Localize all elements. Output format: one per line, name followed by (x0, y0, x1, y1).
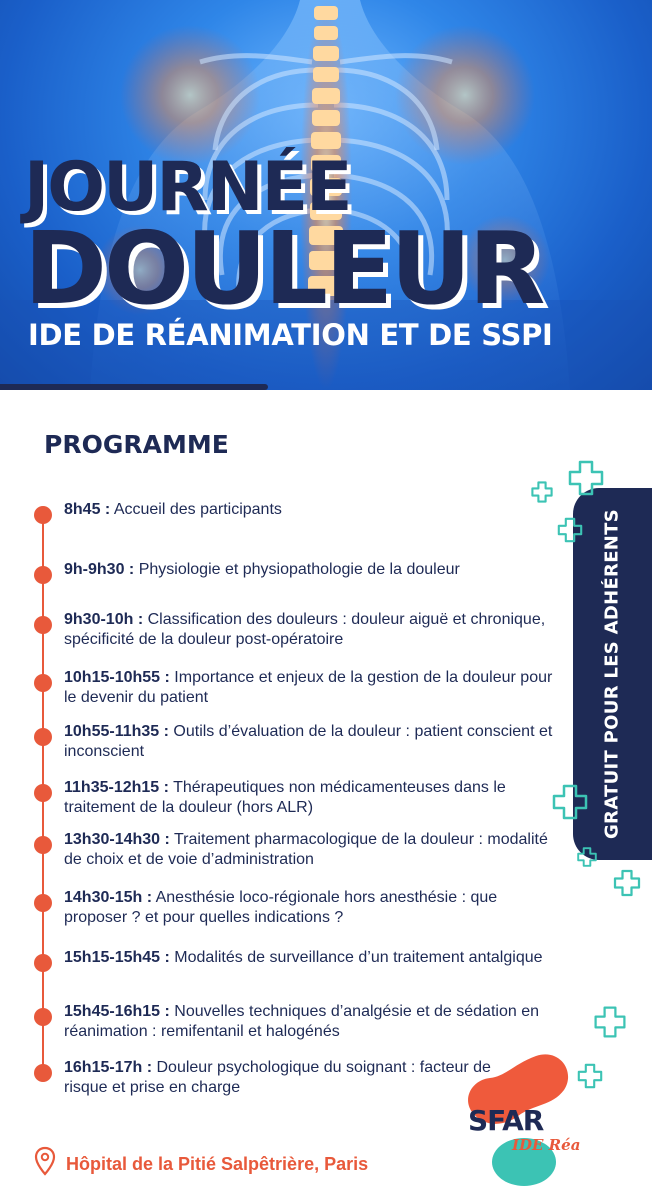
programme-item (34, 830, 554, 870)
programme-item-time: 11h35-12h15 : (64, 779, 169, 796)
programme-item-desc: Modalités de surveillance d’un traitement antalgique (169, 949, 543, 966)
programme-item-text (64, 722, 554, 762)
programme-item-text (64, 830, 554, 870)
programme-item-desc: Traitement pharmacologique de la douleur : modalité de choix et de voie d’administration (64, 831, 548, 868)
programme-item (34, 560, 554, 580)
timeline-dot (34, 1008, 52, 1026)
programme-item-time: 14h30-15h : (64, 889, 153, 906)
programme-item-text (64, 1058, 494, 1098)
timeline-dot (34, 954, 52, 972)
programme-item-time: 15h15-15h45 : (64, 949, 170, 966)
hero-banner (0, 0, 652, 390)
timeline-dot (34, 566, 52, 584)
medical-cross-icon (550, 782, 590, 822)
programme-item (34, 668, 554, 708)
timeline-dot (34, 836, 52, 854)
medical-cross-icon (556, 516, 584, 544)
programme-item-time: 10h55-11h35 : (64, 723, 169, 740)
medical-cross-icon (576, 846, 598, 868)
programme-item-text (64, 668, 554, 708)
timeline-dot (34, 674, 52, 692)
location (34, 1146, 454, 1182)
medical-cross-icon (612, 868, 642, 898)
programme-item-text (64, 500, 554, 520)
programme-item-time: 10h15-10h55 : (64, 669, 170, 686)
programme-item-time: 9h-9h30 : (64, 561, 135, 578)
programme-item-text (64, 778, 554, 818)
programme-item-desc: Nouvelles techniques d’analgésie et de sédation en réanimation : remifentanil et halogénés (64, 1003, 539, 1040)
timeline-dot (34, 506, 52, 524)
programme-item-time: 9h30-10h : (64, 611, 144, 628)
title-line-1: JOURNÉE (24, 148, 351, 227)
programme-item-time: 16h15-17h : (64, 1059, 153, 1076)
timeline-dot (34, 1064, 52, 1082)
medical-cross-icon (592, 1004, 628, 1040)
logo-text: SFAR (468, 1104, 544, 1137)
location-text: Hôpital de la Pitié Salpêtrière, Paris (66, 1154, 369, 1174)
sfar-logo (448, 1050, 600, 1190)
programme-item-desc: Physiologie et physiopathologie de la douleur (134, 561, 460, 578)
programme-item (34, 888, 554, 928)
programme-heading: PROGRAMME (44, 430, 229, 459)
programme-item (34, 948, 554, 968)
programme-item-text (64, 610, 554, 650)
logo-subtext: IDE Réa (512, 1136, 581, 1154)
badge-text: GRATUIT POUR LES ADHÉRENTS (601, 508, 623, 840)
programme-item-desc: Importance et enjeux de la gestion de la douleur pour le devenir du patient (64, 669, 553, 706)
programme-item-desc: Accueil des participants (110, 501, 282, 518)
programme-item-desc: Anesthésie loco-régionale hors anesthésie : que proposer ? et pour quelles indications ? (64, 889, 498, 926)
programme-item (34, 500, 554, 520)
programme-item-text (64, 560, 554, 580)
hero-divider (0, 384, 268, 390)
location-pin-icon (34, 1146, 56, 1176)
programme-item-time: 8h45 : (64, 501, 111, 518)
programme-item-desc: Classification des douleurs : douleur aiguë et chronique, spécificité de la douleur post-opératoire (64, 611, 546, 648)
programme-item-text (64, 1002, 554, 1042)
programme-item (34, 722, 554, 762)
programme-item-text (64, 888, 554, 928)
programme-item (34, 610, 554, 650)
programme-item (34, 1002, 554, 1042)
medical-cross-icon (566, 458, 606, 498)
title-line-2: DOULEUR (24, 210, 543, 327)
programme-item-desc: Outils d’évaluation de la douleur : patient conscient et inconscient (64, 723, 553, 760)
hero-subtitle: IDE DE RÉANIMATION ET DE SSPI (28, 318, 553, 352)
timeline-dot (34, 728, 52, 746)
timeline-dot (34, 616, 52, 634)
programme-item-desc: Douleur psychologique du soignant : facteur de risque et prise en charge (64, 1059, 491, 1096)
programme-item-text (64, 948, 554, 968)
medical-cross-icon (530, 480, 554, 504)
programme-item-time: 13h30-14h30 : (64, 831, 170, 848)
programme-item-desc: Thérapeutiques non médicamenteuses dans le traitement de la douleur (hors ALR) (64, 779, 506, 816)
timeline-dot (34, 784, 52, 802)
timeline-dot (34, 894, 52, 912)
programme-item (34, 778, 554, 818)
programme-item-time: 15h45-16h15 : (64, 1003, 170, 1020)
